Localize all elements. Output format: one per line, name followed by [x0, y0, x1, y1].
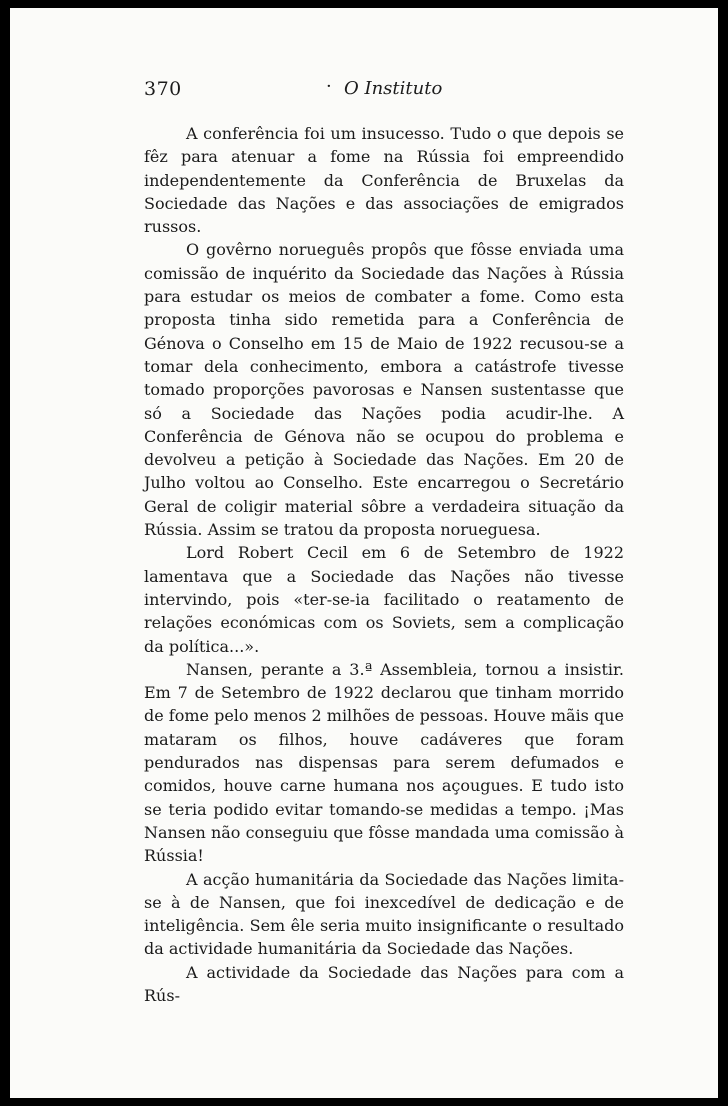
header-separator: ·	[326, 76, 332, 97]
page-header	[144, 74, 614, 104]
paragraph-3: Lord Robert Cecil em 6 de Setembro de 1922 lamentava que a Sociedade das Nações não tivesse intervindo, pois «ter-se-ia facilitado o reatamento de relações económicas com os Soviets, sem a complicação da política...».	[144, 543, 624, 656]
paragraph-5: A acção humanitária da Sociedade das Nações limita-se à de Nansen, que foi inexcedível de dedicação e de inteligência. Sem êle seria muito insignificante o resultado da actividade humanitária da Sociedade das Nações.	[144, 869, 624, 959]
book-page	[10, 8, 718, 1098]
body-text	[144, 122, 624, 1007]
paragraph-4: Nansen, perante a 3.ª Assembleia, tornou a insistir. Em 7 de Setembro de 1922 declarou que tinham morrido de fome pelo menos 2 milhões de pessoas. Houve mãis que mataram os filhos, houve cadáveres que foram pendurados nas dispensas para serem defumados e comidos, houve carne humana nos açougues. E tudo isto se teria podido evitar tomando-se medidas a tempo. ¡Mas Nansen não conseguiu que fôsse mandada uma comissão à Rússia!	[144, 659, 624, 866]
paragraph-2: O govêrno norueguês propôs que fôsse enviada uma comissão de inquérito da Sociedade das Nações à Rússia para estudar os meios de combater a fome. Como esta proposta tinha sido remetida para a Conferência de Génova o Conselho em 15 de Maio de 1922 recusou-se a tomar dela conhecimento, embora a catástrofe tivesse tomado proporções pavorosas e Nansen sustentasse que só a Sociedade das Nações podia acudir-lhe. A Conferência de Génova não se ocupou do problema e devolveu a petição à Sociedade das Nações. Em 20 de Julho voltou ao Conselho. Este encarregou o Secretário Geral de coligir material sôbre a verdadeira situação da Rússia. Assim se tratou da proposta norueguesa.	[144, 240, 624, 540]
paragraph-1: A conferência foi um insucesso. Tudo o que depois se fêz para atenuar a fome na Rússia foi empreendido independentemente da Conferência de Bruxelas da Sociedade das Nações e das associações de emigrados russos.	[144, 124, 624, 237]
paragraph-6: A actividade da Sociedade das Nações para com a Rús-	[144, 962, 624, 1005]
page-number: 370	[144, 78, 182, 100]
running-title: O Instituto	[344, 78, 443, 99]
